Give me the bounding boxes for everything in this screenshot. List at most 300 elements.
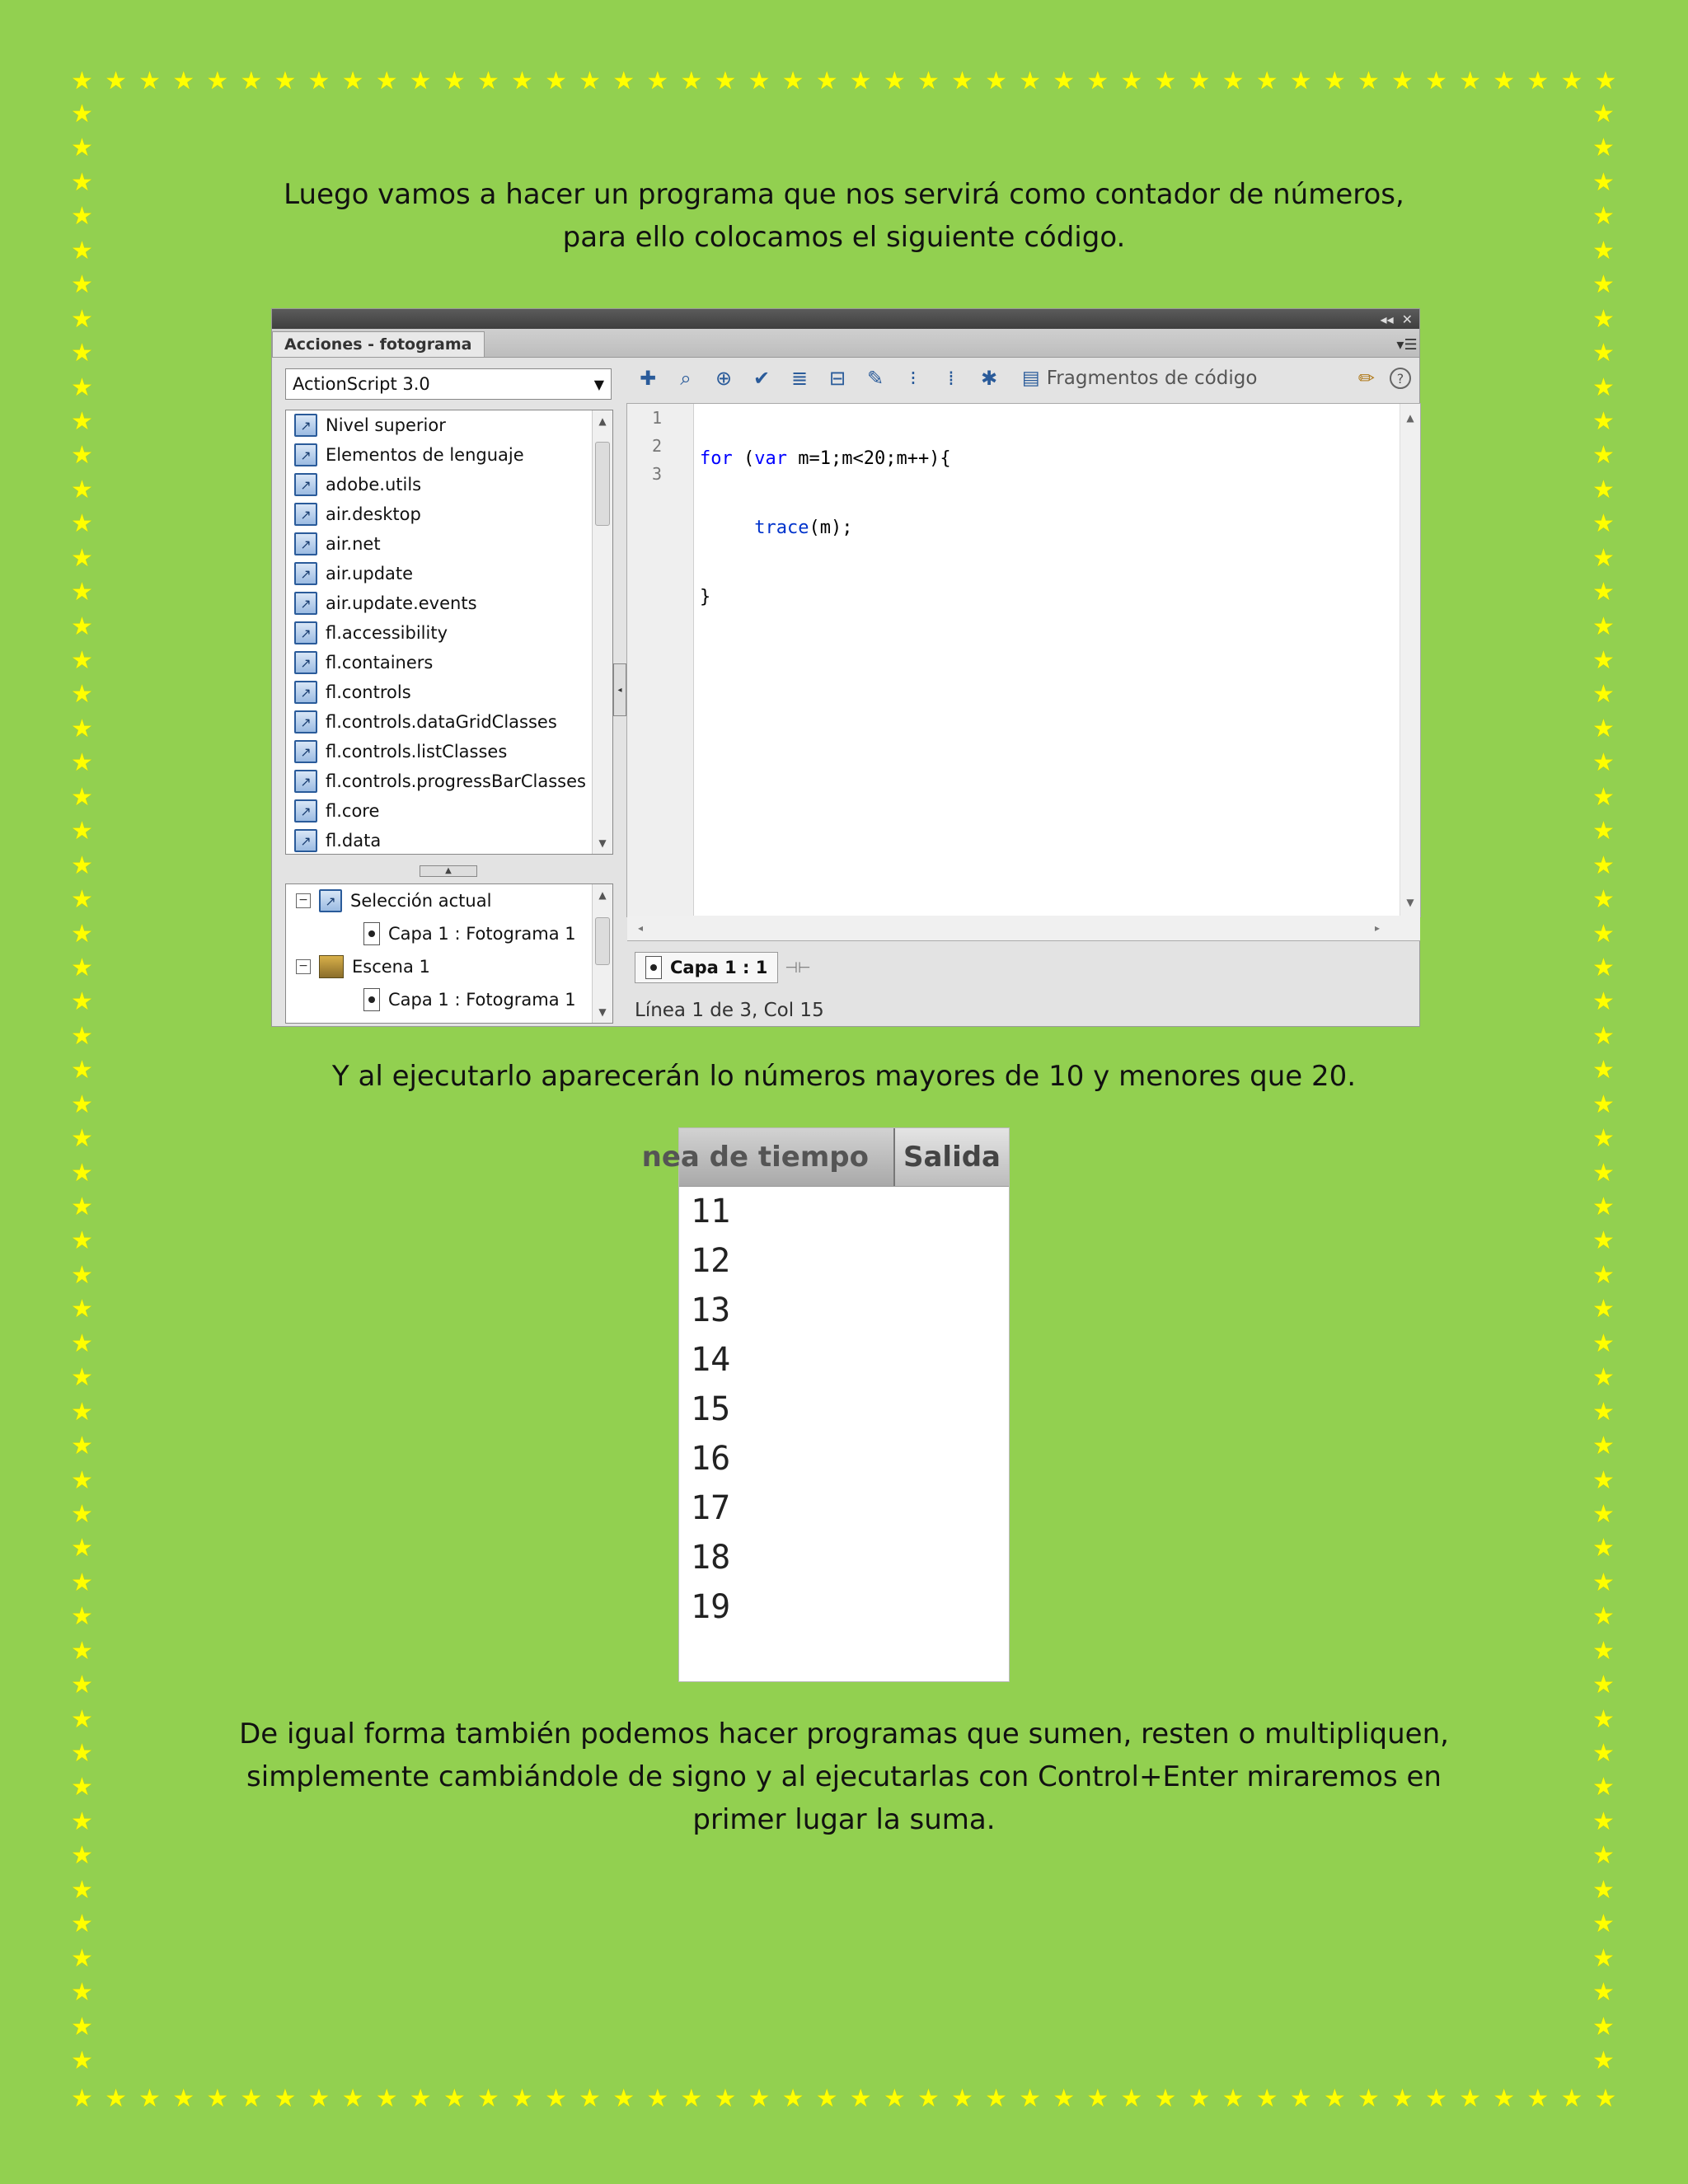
collapse-box-icon[interactable]: − — [296, 959, 311, 974]
code-hint-icon[interactable]: ⊟ — [828, 367, 846, 390]
expand-all-icon[interactable]: ✱ — [980, 367, 998, 390]
target-icon[interactable]: ⊕ — [715, 367, 733, 390]
library-tree — [285, 410, 613, 855]
star-icon: ★ — [443, 2085, 466, 2112]
output-line: 16 — [691, 1440, 731, 1478]
star-icon: ★ — [1592, 1432, 1615, 1460]
package-book-icon: ↗ — [294, 770, 317, 793]
star-icon: ★ — [1592, 1944, 1615, 1972]
library-tree-item[interactable] — [286, 707, 612, 737]
star-icon: ★ — [71, 1090, 93, 1118]
star-icon: ★ — [612, 68, 635, 95]
star-icon: ★ — [1188, 68, 1211, 95]
library-item-label: fl.core — [326, 801, 380, 821]
scroll-down-icon[interactable]: ▼ — [1406, 897, 1414, 908]
star-icon: ★ — [1592, 818, 1615, 846]
star-icon: ★ — [443, 68, 466, 95]
star-icon: ★ — [138, 2085, 162, 2112]
scroll-up-icon[interactable]: ▲ — [1406, 412, 1414, 424]
library-item-label: fl.controls — [326, 682, 411, 702]
library-tree-item[interactable] — [286, 559, 612, 588]
star-icon: ★ — [409, 68, 432, 95]
star-icon: ★ — [71, 101, 93, 128]
star-icon: ★ — [71, 237, 93, 265]
tab-acciones-fotograma[interactable]: Acciones - fotograma — [272, 331, 485, 357]
library-item-label: fl.controls.dataGridClasses — [326, 712, 557, 732]
star-icon: ★ — [71, 851, 93, 879]
star-icon: ★ — [71, 1329, 93, 1357]
library-tree-item[interactable] — [286, 826, 612, 855]
star-icon: ★ — [71, 2085, 93, 2112]
star-icon: ★ — [951, 68, 973, 95]
star-icon: ★ — [71, 886, 93, 914]
package-book-icon: ↗ — [294, 829, 317, 852]
star-icon: ★ — [1592, 2013, 1615, 2041]
star-icon: ★ — [71, 1022, 93, 1050]
tab-timeline[interactable]: nea de tiempo — [679, 1128, 895, 1186]
script-assist-icon[interactable]: ✏ — [1357, 367, 1375, 390]
star-icon: ★ — [1592, 1876, 1615, 1904]
star-icon: ★ — [1391, 2085, 1414, 2112]
scroll-up-icon[interactable]: ▲ — [598, 889, 607, 901]
star-icon: ★ — [815, 68, 838, 95]
star-icon: ★ — [1053, 2085, 1076, 2112]
star-icon: ★ — [883, 2085, 906, 2112]
star-icon: ★ — [71, 1500, 93, 1528]
scroll-left-icon[interactable]: ◂ — [637, 922, 644, 934]
star-icon: ★ — [1592, 1057, 1615, 1085]
package-book-icon: ↗ — [294, 710, 317, 733]
clapperboard-icon — [319, 955, 344, 978]
output-line: 17 — [691, 1489, 731, 1527]
panel-tab-bar — [272, 329, 1419, 358]
code-line-3 — [700, 583, 951, 612]
library-item-label: fl.controls.listClasses — [326, 742, 508, 762]
collapse-box-icon[interactable]: − — [296, 893, 311, 908]
star-icon: ★ — [476, 2085, 499, 2112]
library-tree-item[interactable] — [286, 677, 612, 707]
star-icon: ★ — [1594, 2085, 1617, 2112]
package-book-icon: ↗ — [294, 651, 317, 674]
library-item-label: air.net — [326, 534, 381, 554]
star-icon: ★ — [71, 988, 93, 1016]
star-icon: ★ — [1592, 1159, 1615, 1187]
star-icon: ★ — [71, 1193, 93, 1221]
star-icon: ★ — [1594, 68, 1617, 95]
function-trace: trace — [754, 518, 809, 538]
star-icon: ★ — [1592, 1022, 1615, 1050]
code-token: ( — [732, 448, 755, 469]
code-snippets-label: Fragmentos de código — [1046, 368, 1258, 389]
star-icon: ★ — [71, 783, 93, 811]
star-icon: ★ — [1592, 476, 1615, 504]
star-icon: ★ — [1592, 203, 1615, 231]
star-icon: ★ — [748, 2085, 771, 2112]
star-icon: ★ — [341, 68, 364, 95]
line-number: 3 — [652, 464, 663, 484]
star-icon: ★ — [545, 2085, 567, 2112]
output-line: 11 — [691, 1193, 731, 1230]
editor-horizontal-scrollbar[interactable] — [627, 916, 1420, 941]
star-icon: ★ — [71, 1466, 93, 1494]
library-item-label: fl.controls.progressBarClasses — [326, 771, 586, 791]
star-icon: ★ — [476, 68, 499, 95]
debug-options-icon[interactable]: ✎ — [866, 367, 884, 390]
star-icon: ★ — [1289, 68, 1312, 95]
collapse-between-braces-icon[interactable]: ⁝ — [910, 367, 917, 390]
star-icon: ★ — [71, 612, 93, 640]
star-icon: ★ — [1560, 2085, 1583, 2112]
star-icon: ★ — [1592, 1398, 1615, 1426]
star-icon: ★ — [1592, 1910, 1615, 1938]
output-line: 12 — [691, 1242, 731, 1280]
line-number: 1 — [652, 408, 663, 428]
script-toolbar — [626, 360, 1419, 396]
output-line: 19 — [691, 1588, 731, 1626]
star-icon: ★ — [1592, 783, 1615, 811]
selection-icon: ↗ — [319, 889, 342, 912]
star-icon: ★ — [849, 2085, 872, 2112]
star-icon: ★ — [71, 749, 93, 777]
find-icon[interactable]: ⌕ — [680, 367, 692, 390]
star-icon: ★ — [71, 510, 93, 538]
star-icon: ★ — [71, 954, 93, 982]
tree-item-scene[interactable] — [286, 950, 612, 983]
cursor-status: Línea 1 de 3, Col 15 — [635, 1000, 824, 1021]
star-icon: ★ — [71, 2046, 93, 2074]
tree-label: Selección actual — [350, 891, 492, 911]
star-icon: ★ — [1493, 68, 1516, 95]
star-icon: ★ — [138, 68, 162, 95]
star-icon: ★ — [612, 2085, 635, 2112]
package-book-icon: ↗ — [294, 681, 317, 704]
star-icon: ★ — [714, 2085, 737, 2112]
star-icon: ★ — [1592, 2046, 1615, 2074]
star-icon: ★ — [71, 1876, 93, 1904]
scroll-down-icon[interactable]: ▼ — [598, 837, 607, 849]
star-icon: ★ — [71, 1227, 93, 1255]
star-icon: ★ — [1323, 2085, 1346, 2112]
star-icon: ★ — [71, 1774, 93, 1802]
panel-title-bar — [272, 309, 1419, 329]
star-icon: ★ — [1592, 1296, 1615, 1324]
tree-label: Capa 1 : Fotograma 1 — [388, 990, 576, 1010]
star-icon: ★ — [1425, 68, 1448, 95]
library-tree-item[interactable] — [286, 796, 612, 826]
code-editor[interactable] — [626, 403, 1421, 934]
star-icon: ★ — [71, 305, 93, 333]
close-icon[interactable]: ✕ — [1401, 311, 1413, 327]
star-icon: ★ — [1592, 749, 1615, 777]
star-icon: ★ — [71, 168, 93, 196]
output-tab-bar — [641, 1128, 1009, 1187]
actions-panel — [271, 308, 1420, 1027]
library-tree-item[interactable] — [286, 499, 612, 529]
star-icon: ★ — [1154, 68, 1177, 95]
code-snippets-button[interactable] — [1022, 368, 1257, 389]
star-icon: ★ — [71, 340, 93, 368]
package-book-icon: ↗ — [294, 443, 317, 466]
star-icon: ★ — [1592, 510, 1615, 538]
language-select[interactable] — [285, 368, 612, 400]
star-icon: ★ — [71, 1842, 93, 1870]
output-line: 13 — [691, 1291, 731, 1329]
star-icon: ★ — [206, 2085, 229, 2112]
package-book-icon: ↗ — [294, 562, 317, 585]
star-icon: ★ — [1019, 68, 1042, 95]
library-tree-item[interactable] — [286, 410, 612, 440]
star-icon: ★ — [71, 818, 93, 846]
package-book-icon: ↗ — [294, 592, 317, 615]
tab-capa-1[interactable] — [635, 952, 778, 983]
star-border-left — [71, 102, 93, 2074]
tree-item-scene-frame[interactable] — [286, 983, 612, 1016]
star-icon: ★ — [1526, 2085, 1550, 2112]
star-icon: ★ — [579, 2085, 602, 2112]
library-tree-item[interactable] — [286, 737, 612, 766]
star-border-right — [1592, 102, 1615, 2074]
star-icon: ★ — [1592, 101, 1615, 128]
star-icon: ★ — [1592, 1740, 1615, 1767]
star-icon: ★ — [1592, 442, 1615, 470]
star-icon: ★ — [1323, 68, 1346, 95]
add-item-icon[interactable]: ✚ — [639, 367, 657, 390]
star-icon: ★ — [71, 373, 93, 401]
toolbox-collapse-handle[interactable]: ◂ — [613, 663, 626, 716]
star-icon: ★ — [714, 68, 737, 95]
tree-item-current-frame[interactable] — [286, 917, 612, 950]
star-icon: ★ — [1592, 1364, 1615, 1392]
star-icon: ★ — [1592, 1807, 1615, 1835]
package-book-icon: ↗ — [294, 799, 317, 823]
code-text[interactable] — [700, 404, 951, 653]
package-book-icon: ↗ — [294, 414, 317, 437]
library-item-label: fl.accessibility — [326, 623, 448, 643]
tab-output[interactable]: Salida — [903, 1141, 1001, 1174]
star-icon: ★ — [1592, 373, 1615, 401]
library-tree-item[interactable] — [286, 440, 612, 470]
star-icon: ★ — [240, 68, 263, 95]
star-icon: ★ — [646, 68, 669, 95]
star-icon: ★ — [680, 2085, 703, 2112]
star-icon: ★ — [71, 1807, 93, 1835]
star-icon: ★ — [172, 68, 195, 95]
star-icon: ★ — [71, 1979, 93, 2007]
help-icon[interactable]: ? — [1390, 368, 1411, 389]
star-icon: ★ — [71, 1261, 93, 1289]
star-icon: ★ — [1592, 579, 1615, 607]
pin-script-icon[interactable]: ⊣⊢ — [785, 958, 811, 977]
star-icon: ★ — [849, 68, 872, 95]
star-icon: ★ — [1188, 2085, 1211, 2112]
star-icon: ★ — [1019, 2085, 1042, 2112]
star-icon: ★ — [917, 68, 940, 95]
tree-item-current-selection[interactable] — [286, 884, 612, 917]
star-icon: ★ — [1592, 1227, 1615, 1255]
star-icon: ★ — [71, 1398, 93, 1426]
star-border-bottom — [71, 2087, 1617, 2111]
auto-format-icon[interactable]: ≣ — [790, 367, 809, 390]
star-icon: ★ — [1592, 1637, 1615, 1665]
package-book-icon: ↗ — [294, 473, 317, 496]
star-icon: ★ — [1120, 2085, 1143, 2112]
star-icon: ★ — [71, 476, 93, 504]
star-icon: ★ — [71, 407, 93, 435]
star-icon: ★ — [1592, 305, 1615, 333]
star-icon: ★ — [1592, 1774, 1615, 1802]
library-item-label: air.desktop — [326, 504, 421, 524]
star-icon: ★ — [71, 1535, 93, 1563]
star-icon: ★ — [1255, 2085, 1278, 2112]
star-icon: ★ — [511, 2085, 533, 2112]
star-icon: ★ — [1357, 68, 1380, 95]
scroll-thumb[interactable] — [595, 917, 610, 965]
star-icon: ★ — [1592, 1125, 1615, 1153]
star-icon: ★ — [1357, 2085, 1380, 2112]
frame-icon — [363, 988, 380, 1011]
star-icon: ★ — [71, 715, 93, 743]
star-icon: ★ — [1592, 1979, 1615, 2007]
library-tree-item[interactable] — [286, 618, 612, 648]
star-icon: ★ — [1592, 1535, 1615, 1563]
star-icon: ★ — [1154, 2085, 1177, 2112]
star-border-top — [71, 69, 1617, 94]
star-icon: ★ — [1592, 1705, 1615, 1733]
tree-label: Escena 1 — [352, 957, 430, 977]
star-icon: ★ — [71, 1910, 93, 1938]
star-icon: ★ — [71, 1568, 93, 1596]
collapse-selection-icon[interactable]: ⁞ — [948, 367, 954, 390]
frame-icon — [645, 956, 662, 979]
script-pane — [626, 360, 1419, 1021]
star-icon: ★ — [1592, 647, 1615, 674]
star-icon: ★ — [1592, 1603, 1615, 1631]
star-icon: ★ — [1592, 1568, 1615, 1596]
star-icon: ★ — [71, 681, 93, 709]
star-icon: ★ — [1592, 1090, 1615, 1118]
scroll-right-icon[interactable]: ▸ — [1374, 922, 1381, 934]
frame-icon — [363, 922, 380, 945]
star-icon: ★ — [240, 2085, 263, 2112]
star-icon: ★ — [1592, 340, 1615, 368]
editor-vertical-scrollbar[interactable] — [1400, 404, 1420, 916]
star-icon: ★ — [274, 68, 297, 95]
library-tree-item[interactable] — [286, 766, 612, 796]
panel-menu-icon[interactable]: ▾☰ — [1396, 335, 1418, 354]
scroll-thumb[interactable] — [595, 442, 610, 526]
library-scrollbar[interactable] — [592, 410, 612, 854]
star-icon: ★ — [105, 68, 127, 95]
star-icon: ★ — [985, 68, 1008, 95]
output-panel — [641, 1127, 1010, 1682]
star-icon: ★ — [1493, 2085, 1516, 2112]
code-snippets-icon: ▤ — [1022, 368, 1040, 389]
star-icon: ★ — [680, 68, 703, 95]
star-icon: ★ — [71, 1125, 93, 1153]
star-icon: ★ — [1289, 2085, 1312, 2112]
star-icon: ★ — [1592, 851, 1615, 879]
collapse-icon[interactable]: ◂◂ — [1380, 311, 1394, 327]
star-icon: ★ — [341, 2085, 364, 2112]
keyword-for: for — [700, 448, 733, 469]
pane-splitter[interactable]: ▲ — [285, 863, 612, 879]
line-number-gutter — [627, 404, 694, 916]
star-icon: ★ — [71, 1671, 93, 1699]
scroll-up-icon[interactable]: ▲ — [598, 415, 607, 427]
star-icon: ★ — [1592, 715, 1615, 743]
star-icon: ★ — [951, 2085, 973, 2112]
star-icon: ★ — [985, 2085, 1008, 2112]
star-icon: ★ — [1086, 2085, 1109, 2112]
star-icon: ★ — [1459, 68, 1482, 95]
language-select-value: ActionScript 3.0 — [293, 374, 430, 394]
star-icon: ★ — [71, 68, 93, 95]
star-icon: ★ — [781, 2085, 804, 2112]
star-icon: ★ — [71, 1364, 93, 1392]
actions-toolbox — [285, 368, 612, 1018]
star-icon: ★ — [1592, 544, 1615, 572]
library-tree-item[interactable] — [286, 529, 612, 559]
star-icon: ★ — [71, 2013, 93, 2041]
closing-paragraph: De igual forma también podemos hacer programas que sumen, resten o multipliquen, simplemente cambiándole de signo y al ejecutarlas con Control+Enter miraremos en primer lugar la suma. — [239, 1718, 1449, 1836]
library-tree-item[interactable] — [286, 648, 612, 677]
star-icon: ★ — [375, 68, 398, 95]
tab-label: Capa 1 : 1 — [670, 958, 768, 977]
star-icon: ★ — [71, 1944, 93, 1972]
library-item-label: air.update.events — [326, 593, 477, 613]
star-icon: ★ — [1592, 1329, 1615, 1357]
star-icon: ★ — [71, 134, 93, 162]
check-syntax-icon[interactable]: ✔ — [753, 367, 771, 390]
star-icon: ★ — [71, 1705, 93, 1733]
scroll-down-icon[interactable]: ▼ — [598, 1006, 607, 1018]
star-icon: ★ — [1459, 2085, 1482, 2112]
library-item-label: fl.data — [326, 831, 382, 851]
output-line: 15 — [691, 1390, 731, 1428]
star-icon: ★ — [917, 2085, 940, 2112]
chevron-down-icon: ▼ — [593, 376, 604, 392]
star-icon: ★ — [1592, 271, 1615, 299]
library-tree-item[interactable] — [286, 588, 612, 618]
code-line-1 — [700, 445, 951, 473]
library-item-label: fl.containers — [326, 653, 434, 673]
star-icon: ★ — [1592, 407, 1615, 435]
star-icon: ★ — [1592, 237, 1615, 265]
star-icon: ★ — [71, 1603, 93, 1631]
star-icon: ★ — [71, 442, 93, 470]
star-icon: ★ — [579, 68, 602, 95]
star-icon: ★ — [71, 1057, 93, 1085]
star-icon: ★ — [1592, 612, 1615, 640]
star-icon: ★ — [748, 68, 771, 95]
star-icon: ★ — [1592, 886, 1615, 914]
output-line: 14 — [691, 1341, 731, 1379]
tree-label: Capa 1 : Fotograma 1 — [388, 924, 576, 944]
line-number: 2 — [652, 436, 663, 456]
star-icon: ★ — [409, 2085, 432, 2112]
library-item-label: Elementos de lenguaje — [326, 445, 524, 465]
star-icon: ★ — [1592, 134, 1615, 162]
star-icon: ★ — [1592, 1842, 1615, 1870]
library-tree-item[interactable] — [286, 470, 612, 499]
output-line: 18 — [691, 1539, 731, 1577]
star-icon: ★ — [71, 1432, 93, 1460]
navigator-scrollbar[interactable] — [592, 884, 612, 1023]
star-icon: ★ — [1053, 68, 1076, 95]
star-icon: ★ — [1592, 1261, 1615, 1289]
star-icon: ★ — [71, 271, 93, 299]
star-icon: ★ — [1592, 681, 1615, 709]
